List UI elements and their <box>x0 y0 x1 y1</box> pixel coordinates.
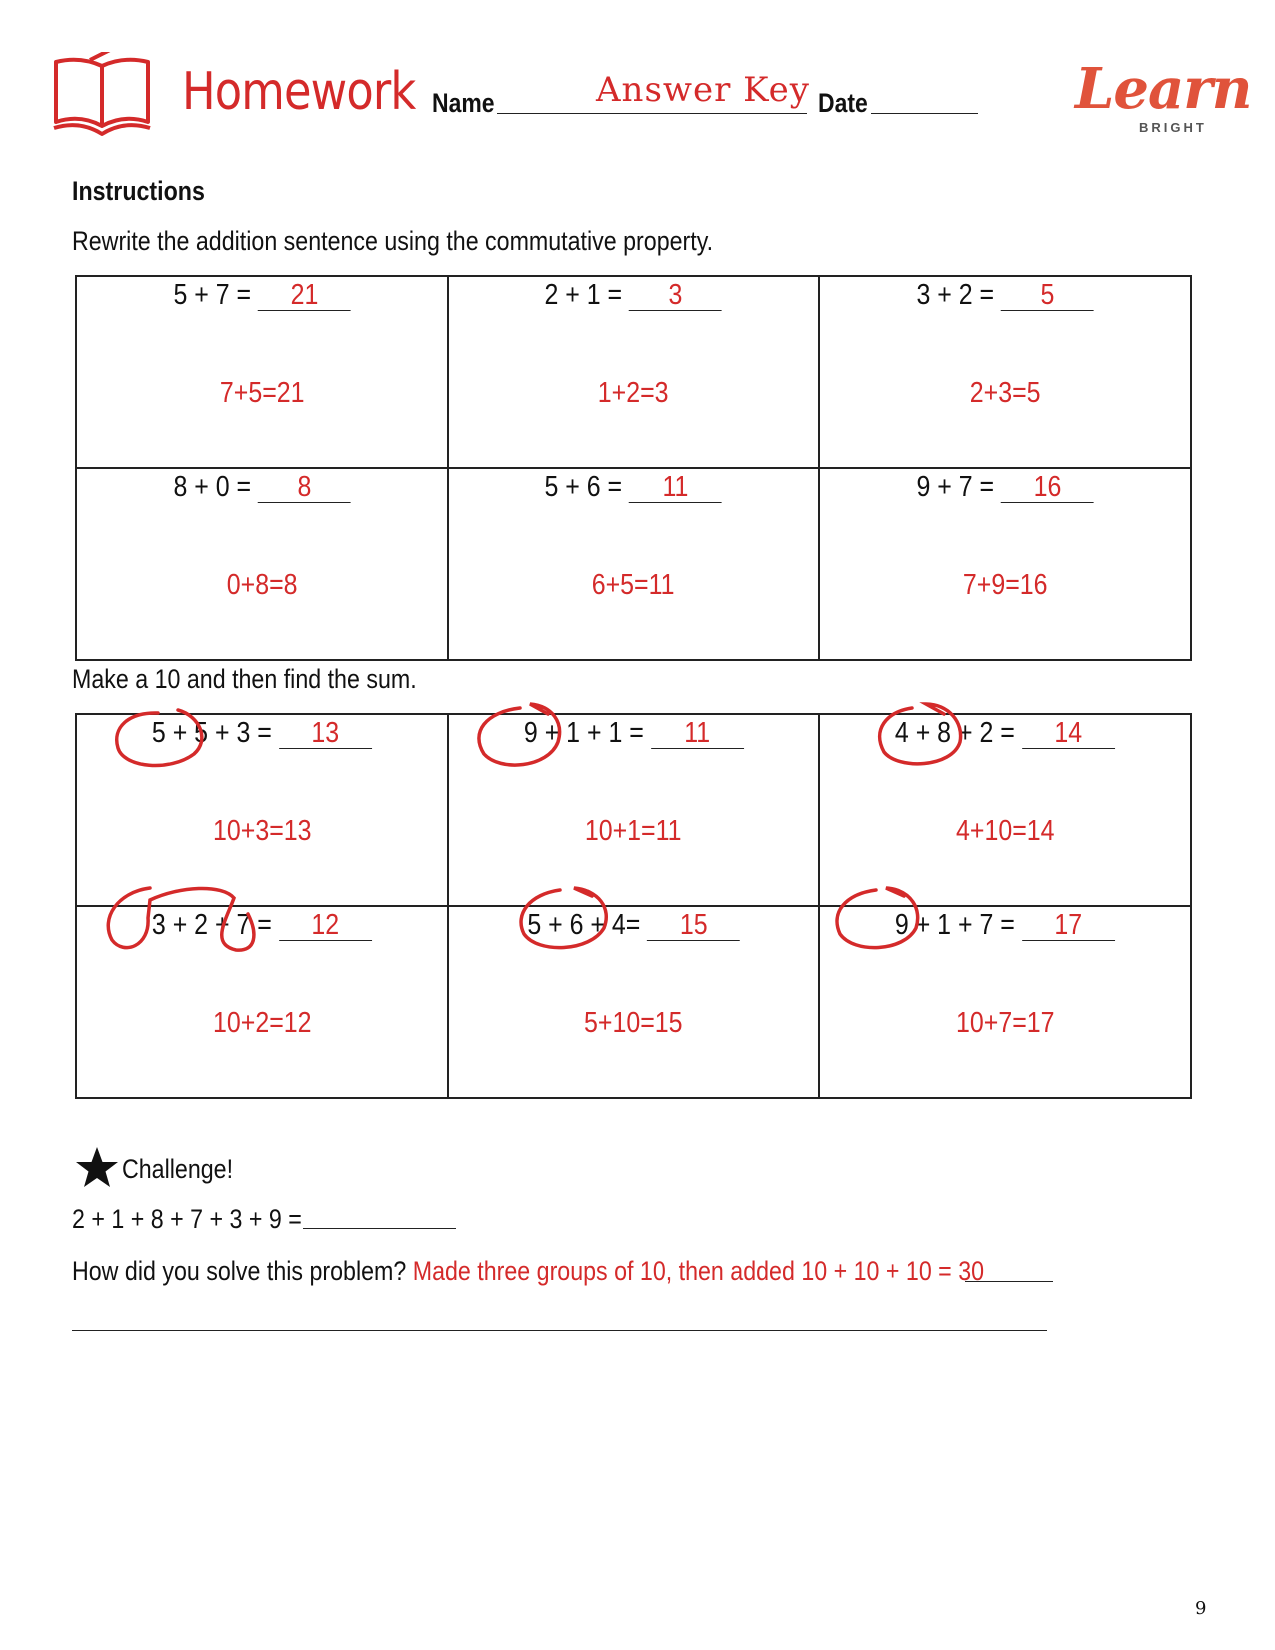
problem-cell <box>818 469 1190 659</box>
homework-book-icon <box>52 52 152 138</box>
star-icon <box>75 1147 119 1189</box>
challenge-expression: 2 + 1 + 8 + 7 + 3 + 9 = <box>72 1204 302 1234</box>
challenge-question: How did you solve this problem? <box>72 1256 407 1286</box>
work-sentence: 10+3=13 <box>212 815 312 847</box>
work-sentence: 10+1=11 <box>585 815 682 847</box>
challenge-question-line <box>965 1281 1053 1282</box>
answer-blank: 11 <box>629 472 722 503</box>
problem-cell <box>818 277 1190 467</box>
learn-bright-logo <box>1075 56 1252 138</box>
problem-expression: 9 + 7 = <box>916 471 995 503</box>
challenge-extra-line <box>72 1330 1047 1331</box>
problem-cell <box>77 907 447 1097</box>
answer-blank: 14 <box>1022 718 1115 749</box>
problem-expression: 5 + 5 + 3 = <box>151 717 272 749</box>
instruction-commutative: Rewrite the addition sentence using the commutative property. <box>72 226 714 256</box>
brand-word: Learn <box>1075 56 1252 122</box>
work-sentence: 10+2=12 <box>212 1007 312 1039</box>
problem-cell <box>818 715 1190 905</box>
rewritten-sentence: 1+2=3 <box>598 377 669 409</box>
rewritten-sentence: 7+9=16 <box>962 569 1048 601</box>
problem-cell <box>77 715 447 905</box>
rewritten-sentence: 0+8=8 <box>226 569 298 601</box>
challenge-answer: Made three groups of 10, then added 10 + 10 + 10 = 30 <box>412 1256 985 1286</box>
rewritten-sentence: 7+5=21 <box>219 377 305 409</box>
problem-expression: 9 + 1 + 1 = <box>523 717 644 749</box>
commutative-grid <box>75 275 1192 661</box>
answer-blank: 12 <box>279 910 372 941</box>
answer-blank: 5 <box>1001 280 1094 311</box>
name-value: Answer Key <box>596 70 810 110</box>
problem-cell <box>77 469 447 659</box>
problem-expression: 5 + 6 = <box>544 471 623 503</box>
date-line <box>871 113 978 114</box>
work-sentence: 5+10=15 <box>584 1007 683 1039</box>
answer-blank: 16 <box>1001 472 1094 503</box>
instruction-make-ten: Make a 10 and then find the sum. <box>72 664 417 694</box>
answer-blank: 15 <box>647 910 740 941</box>
problem-expression: 5 + 6 + 4= <box>527 909 641 941</box>
answer-blank: 21 <box>258 280 351 311</box>
problem-cell <box>818 907 1190 1097</box>
answer-blank: 3 <box>629 280 722 311</box>
instructions-heading: Instructions <box>72 176 205 206</box>
brand-sub: BRIGHT <box>1139 120 1207 135</box>
answer-blank: 13 <box>279 718 372 749</box>
problem-cell <box>447 715 819 905</box>
page-title: Homework <box>182 62 416 122</box>
problem-expression: 5 + 7 = <box>173 279 251 311</box>
challenge-label: Challenge! <box>122 1154 234 1184</box>
problem-cell <box>77 277 447 467</box>
rewritten-sentence: 6+5=11 <box>592 569 675 601</box>
name-line <box>497 113 807 114</box>
work-sentence: 10+7=17 <box>955 1007 1055 1039</box>
work-sentence: 4+10=14 <box>955 815 1055 847</box>
problem-cell <box>447 907 819 1097</box>
page-number: 9 <box>1195 1598 1207 1619</box>
rewritten-sentence: 2+3=5 <box>969 377 1041 409</box>
name-label: Name <box>432 88 495 118</box>
date-label: Date <box>818 88 868 118</box>
answer-blank: 11 <box>651 718 744 749</box>
problem-cell <box>447 469 819 659</box>
challenge-response <box>72 1256 984 1287</box>
answer-blank: 8 <box>258 472 351 503</box>
challenge-answer-line <box>303 1228 456 1229</box>
problem-expression: 3 + 2 + 7 = <box>151 909 272 941</box>
problem-expression: 8 + 0 = <box>173 471 251 503</box>
problem-expression: 4 + 8 + 2 = <box>895 717 1016 749</box>
make-ten-grid <box>75 713 1192 1099</box>
problem-expression: 2 + 1 = <box>544 279 623 311</box>
problem-expression: 3 + 2 = <box>916 279 995 311</box>
problem-cell <box>447 277 819 467</box>
answer-blank: 17 <box>1022 910 1115 941</box>
problem-expression: 9 + 1 + 7 = <box>895 909 1016 941</box>
